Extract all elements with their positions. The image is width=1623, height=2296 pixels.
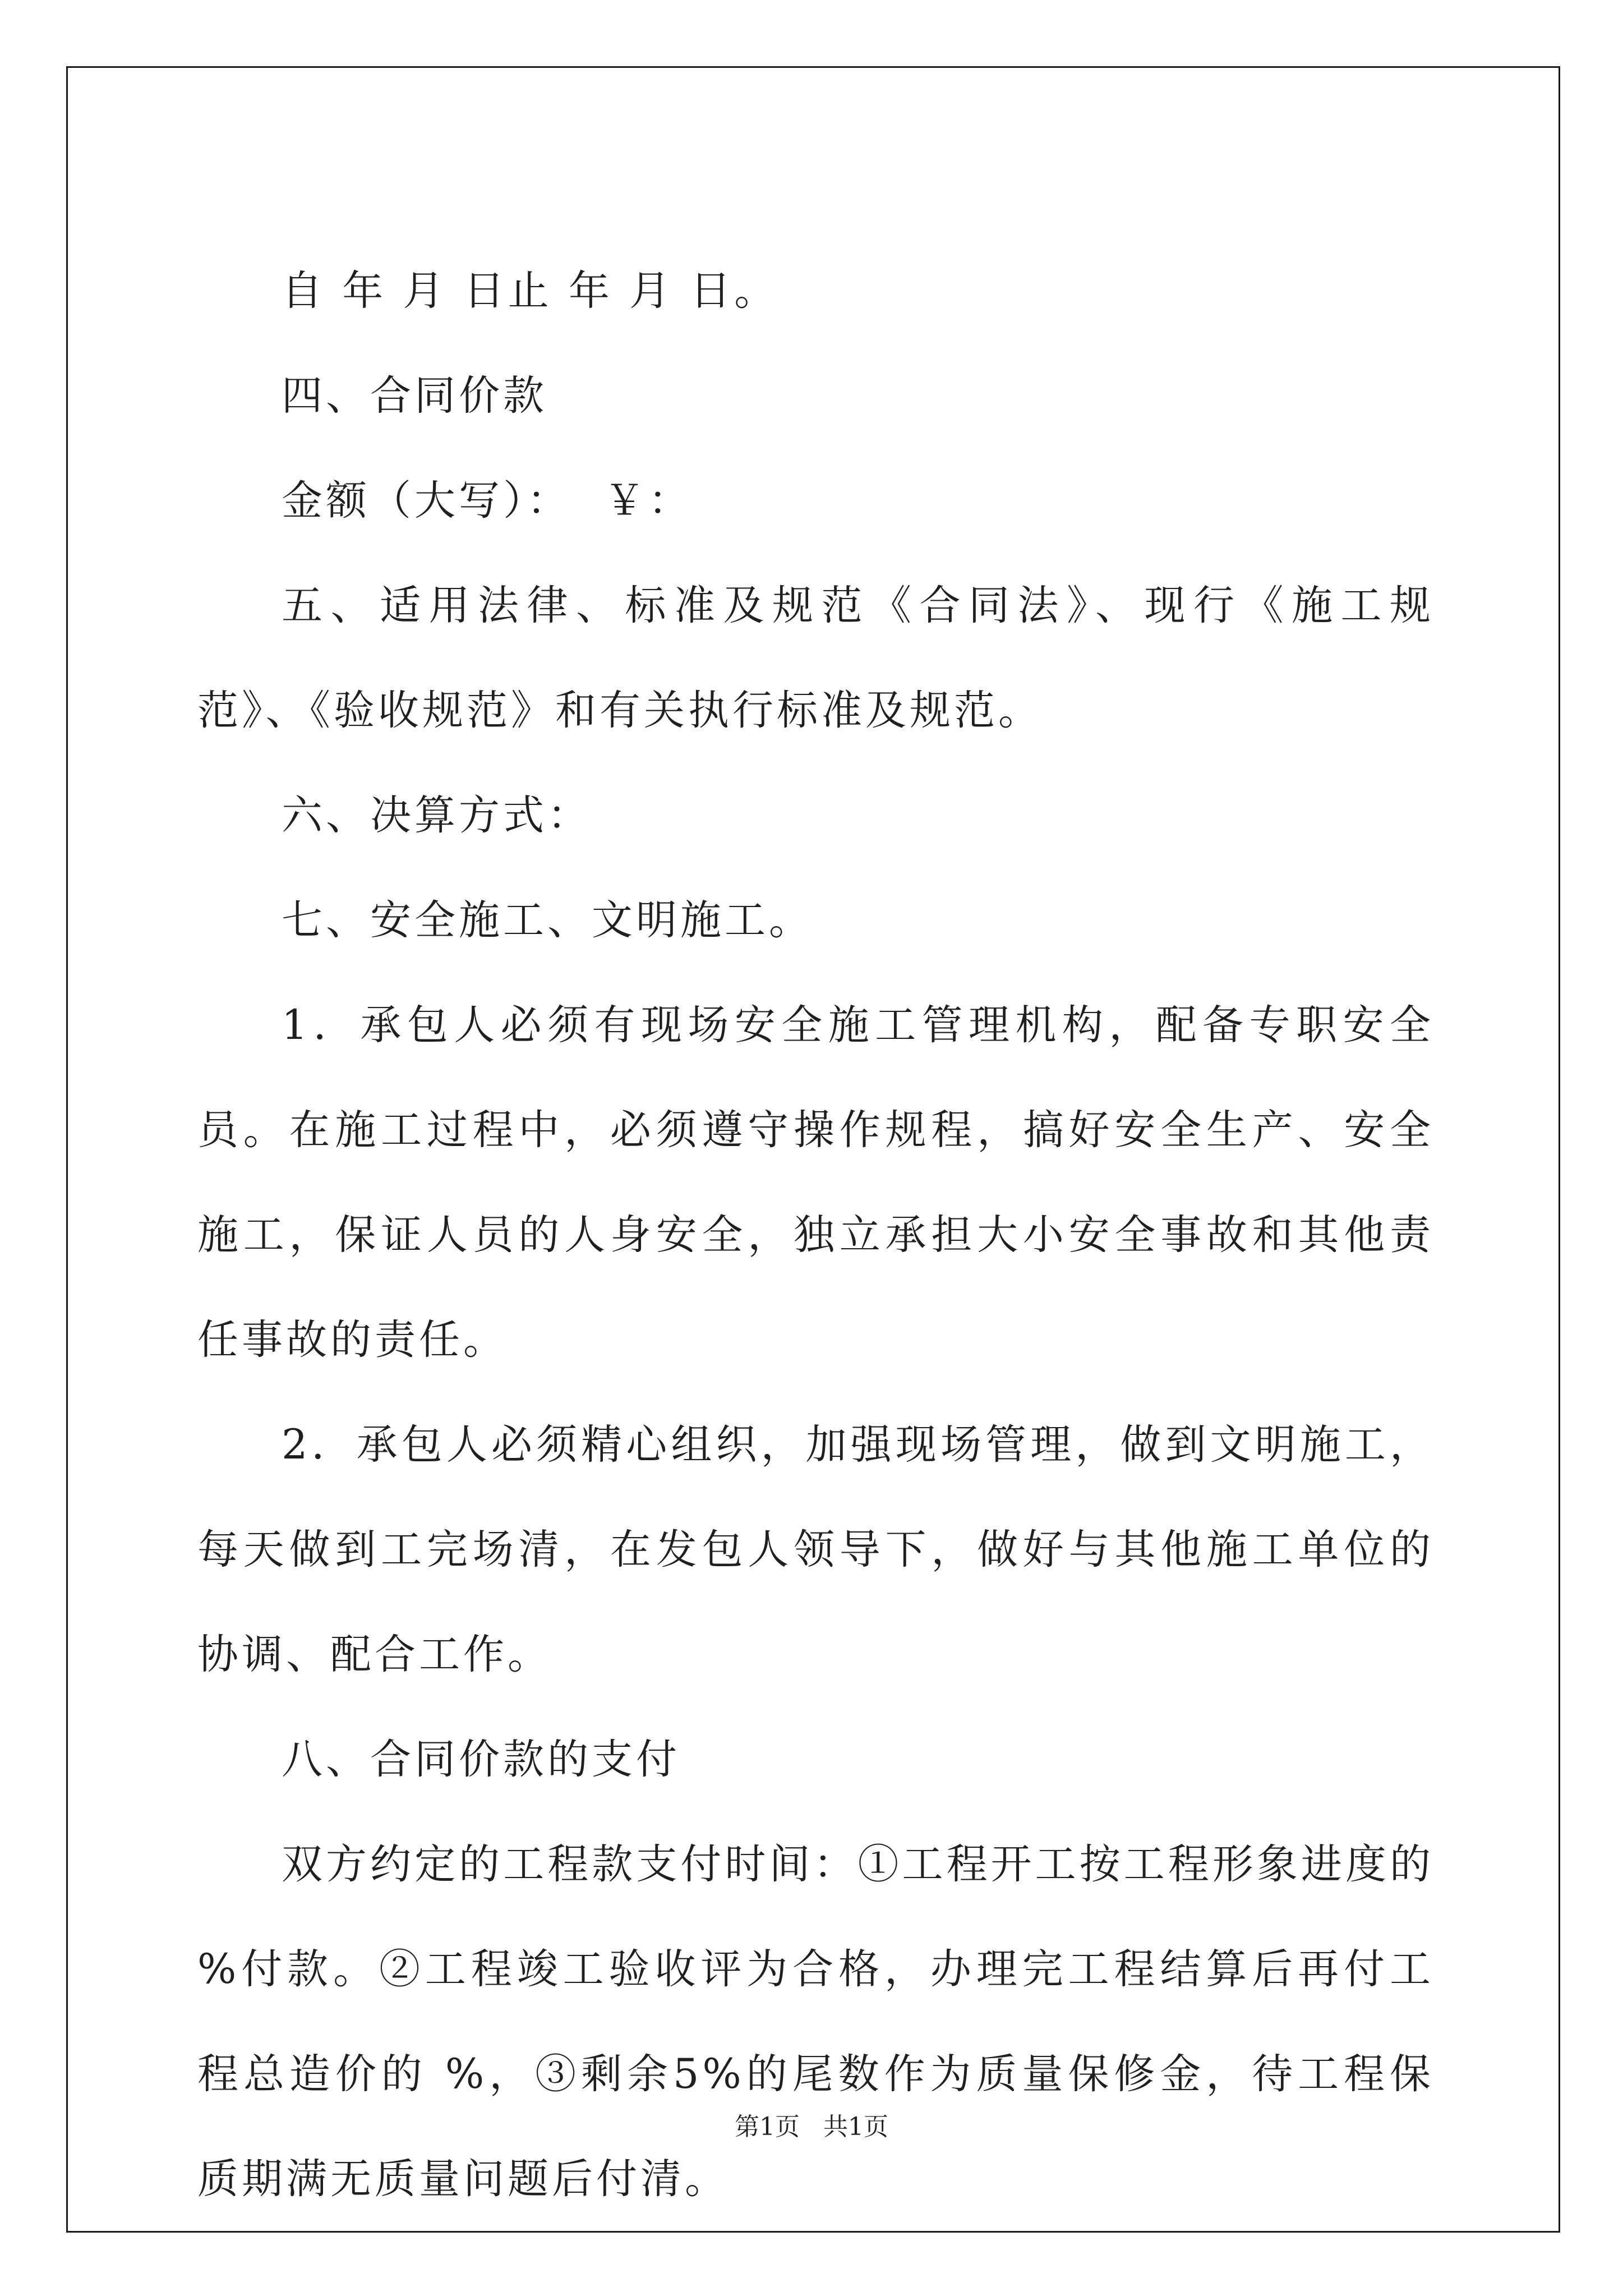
paragraph-payment-terms: 双方约定的工程款支付时间：①工程开工按工程形象进度的 %付款。②工程竣工验收评为合格，办理完工程结算后再付工程总造价的 %，③剩余5%的尾数作为质量保修金，待工程保质期满无质量问题后付清。 <box>197 1841 1451 2203</box>
paragraph-amount: 金额（大写）： ￥： <box>282 477 693 524</box>
heading-settlement-method: 六、决算方式： <box>282 792 592 839</box>
paragraph-applicable-law: 五、适用法律、标准及规范《合同法》、现行《施工规范》、《验收规范》和有关执行标准及规范。 <box>197 582 1434 734</box>
document-body <box>197 238 1451 2231</box>
heading-contract-price: 四、合同价款 <box>282 372 547 420</box>
paragraph-safety-item-1: 1．承包人必须有现场安全施工管理机构，配备专职安全员。在施工过程中，必须遵守操作规程，搞好安全生产、安全施工，保证人员的人身安全，独立承担大小安全事故和其他责任事故的责任。 <box>197 1001 1434 1364</box>
paragraph-safety-item-2: 2．承包人必须精心组织，加强现场管理，做到文明施工，每天做到工完场清，在发包人领导下，做好与其他施工单位的协调、配合工作。 <box>197 1421 1434 1678</box>
heading-payment: 八、合同价款的支付 <box>282 1736 680 1783</box>
paragraph-contract-period: 自 年 月 日止 年 月 日。 <box>282 267 779 315</box>
heading-safe-construction: 七、安全施工、文明施工。 <box>282 896 813 944</box>
page-footer: 第1页 共1页 <box>735 2113 888 2141</box>
